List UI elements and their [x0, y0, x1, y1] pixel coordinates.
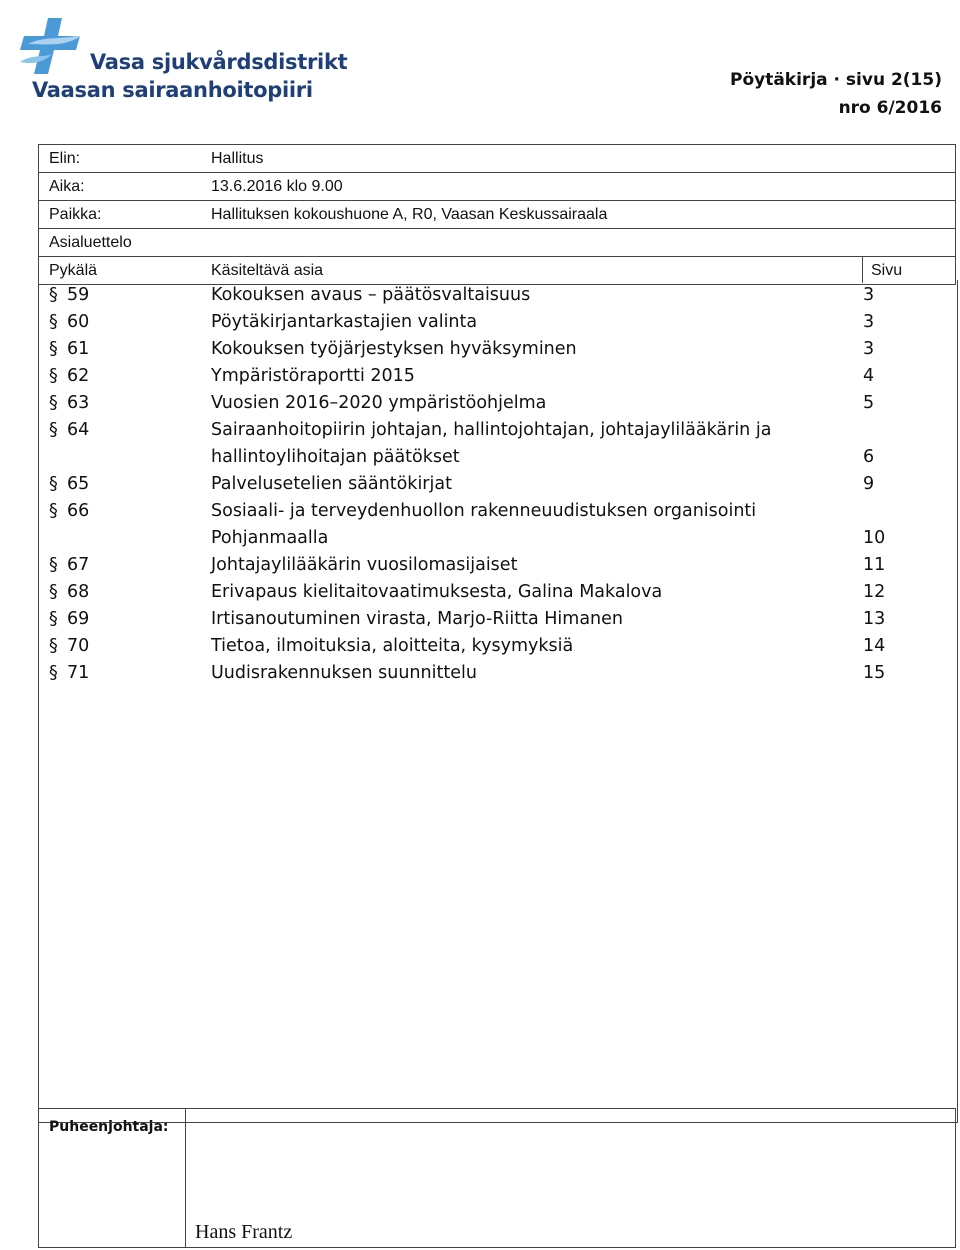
- meta-row-asialuettelo: [39, 229, 955, 257]
- agenda-item-title: Vuosien 2016–2020 ympäristöohjelma: [211, 393, 547, 413]
- agenda-item-title: Ympäristöraportti 2015: [211, 366, 415, 386]
- agenda-item-title: Pöytäkirjantarkastajien valinta: [211, 312, 478, 332]
- organization-logo: [18, 14, 348, 104]
- agenda-item-number: [49, 636, 89, 656]
- section-sign-icon: §: [49, 420, 58, 440]
- logo-text-swedish: Vasa sjukvårdsdistrikt: [90, 50, 348, 74]
- agenda-column-headers: [39, 257, 955, 285]
- agenda-item-title: Kokouksen avaus – päätösvaltaisuus: [211, 285, 531, 305]
- agenda-item-title: Irtisanoutuminen virasta, Marjo-Riitta Himanen: [211, 609, 624, 629]
- chairman-signature: Hans Frantz: [195, 1221, 293, 1243]
- agenda-item-number: [49, 420, 89, 440]
- agenda-item-title: Kokouksen työjärjestyksen hyväksyminen: [211, 339, 577, 359]
- agenda-item: [39, 498, 957, 552]
- aika-value: 13.6.2016 klo 9.00: [211, 178, 343, 195]
- agenda-item-number-value: 66: [67, 501, 90, 521]
- agenda-item-title: hallintoylihoitajan päätökset: [211, 447, 460, 467]
- section-sign-icon: §: [49, 582, 58, 602]
- section-sign-icon: §: [49, 312, 58, 332]
- meta-row-elin: [39, 145, 955, 173]
- agenda-item-page: 3: [863, 285, 875, 305]
- agenda-item-number-value: 69: [67, 609, 90, 629]
- agenda-item: [39, 579, 957, 606]
- agenda-item-page: 14: [863, 636, 886, 656]
- section-sign-icon: §: [49, 366, 58, 386]
- agenda-item-page: 6: [863, 447, 875, 467]
- signature-block: [38, 1108, 956, 1248]
- agenda-item-number: [49, 285, 89, 305]
- paikka-label: Paikka:: [49, 206, 102, 223]
- elin-value: Hallitus: [211, 150, 264, 167]
- agenda-item-number-value: 62: [67, 366, 90, 386]
- agenda-item-page: 11: [863, 555, 886, 575]
- section-sign-icon: §: [49, 474, 58, 494]
- section-sign-icon: §: [49, 609, 58, 629]
- agenda-item-number: [49, 582, 89, 602]
- agenda-item: [39, 552, 957, 579]
- column-asia: Käsiteltävä asia: [211, 262, 324, 279]
- aika-label: Aika:: [49, 178, 85, 195]
- agenda-item: [39, 606, 957, 633]
- agenda-item: [39, 471, 957, 498]
- agenda-item-number-value: 71: [67, 663, 90, 683]
- agenda-item-title: Sosiaali- ja terveydenhuollon rakenneuudistuksen organisointi: [211, 501, 757, 521]
- document-type: Pöytäkirja · sivu 2(15): [729, 70, 942, 90]
- document-number: nro 6/2016: [838, 98, 942, 118]
- elin-label: Elin:: [49, 150, 81, 167]
- agenda-item-number: [49, 312, 89, 332]
- agenda-item-number: [49, 501, 89, 521]
- column-sivu: Sivu: [871, 262, 903, 279]
- paikka-value: Hallituksen kokoushuone A, R0, Vaasan Keskussairaala: [211, 206, 608, 223]
- agenda-item-number-value: 68: [67, 582, 90, 602]
- section-sign-icon: §: [49, 501, 58, 521]
- column-pykala: Pykälä: [49, 262, 98, 279]
- agenda-item: [39, 282, 957, 309]
- column-sivu-cell: [862, 256, 955, 283]
- agenda-item-number: [49, 474, 89, 494]
- section-sign-icon: §: [49, 636, 58, 656]
- agenda-item-number-value: 60: [67, 312, 90, 332]
- section-sign-icon: §: [49, 393, 58, 413]
- agenda-item-title: Erivapaus kielitaitovaatimuksesta, Galina Makalova: [211, 582, 663, 602]
- agenda-item-number: [49, 555, 89, 575]
- agenda-item-page: 15: [863, 663, 886, 683]
- agenda-item-number-value: 64: [67, 420, 90, 440]
- agenda-item-number: [49, 339, 89, 359]
- agenda-item-title: Uudisrakennuksen suunnittelu: [211, 663, 477, 683]
- agenda-item-page: 3: [863, 312, 875, 332]
- agenda-item-title: Palvelusetelien sääntökirjat: [211, 474, 452, 494]
- agenda-item-number-value: 63: [67, 393, 90, 413]
- agenda-item-number-value: 65: [67, 474, 90, 494]
- cross-logo-icon: [18, 14, 88, 84]
- agenda-item: [39, 633, 957, 660]
- agenda-item: [39, 336, 957, 363]
- agenda-item: [39, 660, 957, 687]
- document-header: [730, 66, 942, 122]
- agenda-item-number-value: 59: [67, 285, 90, 305]
- agenda-item: [39, 390, 957, 417]
- meta-row-aika: [39, 173, 955, 201]
- agenda-item-number: [49, 609, 89, 629]
- agenda-item-number: [49, 366, 89, 386]
- agenda-item-number-value: 67: [67, 555, 90, 575]
- agenda-item-page: 9: [863, 474, 875, 494]
- agenda-item-page: 4: [863, 366, 875, 386]
- agenda-item-title: Tietoa, ilmoituksia, aloitteita, kysymyksiä: [211, 636, 574, 656]
- section-sign-icon: §: [49, 663, 58, 683]
- agenda-item-number: [49, 393, 89, 413]
- agenda-item-page: 10: [863, 528, 886, 548]
- agenda-item-page: 3: [863, 339, 875, 359]
- meta-row-paikka: [39, 201, 955, 229]
- agenda-item-title: Sairaanhoitopiirin johtajan, hallintojohtajan, johtajaylilääkärin ja: [211, 420, 772, 440]
- meeting-info-table: [38, 144, 956, 285]
- agenda-item-number-value: 70: [67, 636, 90, 656]
- asialuettelo-label: Asialuettelo: [49, 234, 132, 251]
- agenda-item: [39, 417, 957, 471]
- logo-text-finnish: Vaasan sairaanhoitopiiri: [32, 78, 313, 102]
- section-sign-icon: §: [49, 555, 58, 575]
- agenda-item-number-value: 61: [67, 339, 90, 359]
- section-sign-icon: §: [49, 285, 58, 305]
- agenda-item-title: Johtajaylilääkärin vuosilomasijaiset: [211, 555, 518, 575]
- section-sign-icon: §: [49, 339, 58, 359]
- agenda-item-number: [49, 663, 89, 683]
- agenda-item-page: 5: [863, 393, 875, 413]
- chairman-label: Puheenjohtaja:: [49, 1119, 169, 1135]
- agenda-list: [38, 282, 958, 1123]
- agenda-item: [39, 309, 957, 336]
- agenda-item: [39, 363, 957, 390]
- agenda-item-title: Pohjanmaalla: [211, 528, 329, 548]
- agenda-item-page: 13: [863, 609, 886, 629]
- agenda-item-page: 12: [863, 582, 886, 602]
